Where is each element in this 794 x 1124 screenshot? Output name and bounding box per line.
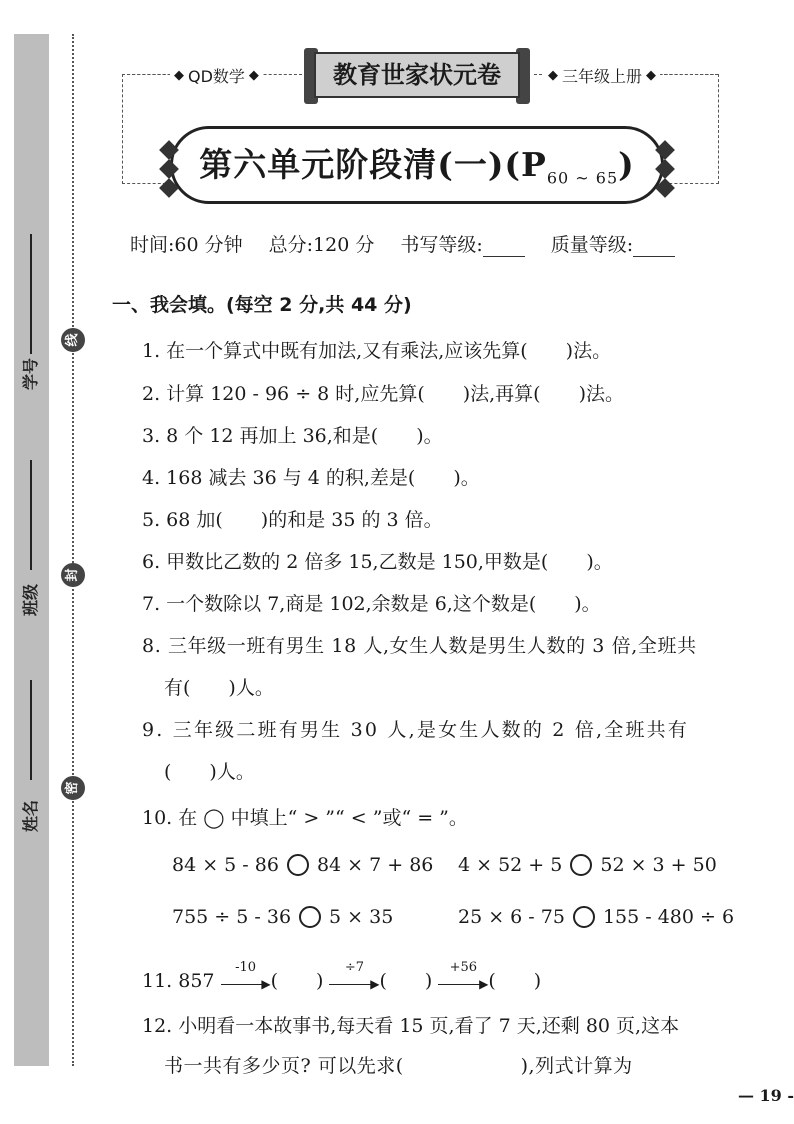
question-3: 3. 8 个 12 再加上 36,和是( )。 (142, 425, 443, 447)
unit-pages: 60 ~ 65 (546, 168, 619, 188)
subject-tag-label: QD数学 (188, 67, 245, 86)
writing-grade-blank[interactable] (483, 238, 525, 257)
compare-circle[interactable] (573, 906, 595, 928)
q11-start: 11. 857 (142, 970, 215, 992)
question-5: 5. 68 加( )的和是 35 的 3 倍。 (142, 509, 443, 531)
cut-line (72, 34, 74, 1066)
compare-2 (458, 854, 717, 876)
section-title: 一、我会填。(每空 2 分,共 44 分) (112, 294, 412, 316)
compare-left: 84 × 5 - 86 (172, 854, 279, 876)
seal-secret: 密 (61, 776, 85, 800)
arrow-op-1 (221, 960, 271, 992)
compare-3 (172, 906, 393, 928)
id-blank-line (30, 234, 32, 354)
page-number: — 19 - (737, 1086, 794, 1105)
diamond-icon: ◆ (174, 68, 184, 83)
quality-grade-blank[interactable] (633, 238, 675, 257)
question-9-cont: ( )人。 (164, 761, 255, 783)
question-12: 12. 小明看一本故事书,每天看 15 页,看了 7 天,还剩 80 页,这本 (142, 1015, 680, 1037)
compare-4 (458, 906, 734, 928)
quality-grade: 质量等级: (551, 230, 675, 257)
name-blank-line (30, 680, 32, 780)
class-label: 班级 (21, 583, 40, 616)
arrow-head-icon: ▶ (261, 977, 271, 991)
exam-meta (130, 230, 675, 257)
arrow-label: ÷7 (344, 960, 365, 975)
student-id-label: 学号 (21, 357, 40, 390)
compare-right: 155 - 480 ÷ 6 (602, 906, 735, 928)
brand-title: 教育世家状元卷 (314, 52, 520, 98)
q11-blank-2[interactable]: ( ) (379, 970, 433, 992)
question-4: 4. 168 减去 36 与 4 的积,差是( )。 (142, 467, 480, 489)
arrow-head-icon: ▶ (479, 977, 489, 991)
question-12-cont: 书一共有多少页? 可以先求( ),列式计算为 (164, 1055, 633, 1077)
q11-blank-1[interactable]: ( ) (270, 970, 324, 992)
compare-circle[interactable] (299, 906, 321, 928)
arrow-head-icon: ▶ (370, 977, 380, 991)
compare-right: 52 × 3 + 50 (600, 854, 717, 876)
grade-tag-label: 三年级上册 (562, 67, 643, 86)
unit-title-text: 第六单元阶段清(一)(P (199, 145, 547, 184)
seal-line: 线 (61, 328, 85, 352)
total-score: 总分:120 分 (268, 234, 375, 256)
arrow-label: -10 (235, 960, 257, 975)
question-11 (142, 960, 542, 993)
diamond-icon: ◆ (248, 68, 259, 83)
question-6: 6. 甲数比乙数的 2 倍多 15,乙数是 150,甲数是( )。 (142, 551, 613, 573)
compare-circle[interactable] (287, 854, 309, 876)
grade-tag (544, 64, 660, 87)
compare-right: 84 × 7 + 86 (316, 854, 434, 876)
compare-1 (172, 854, 433, 876)
unit-title-end: ) (618, 145, 635, 184)
compare-right: 5 × 35 (329, 906, 394, 928)
seal-seal: 封 (61, 563, 85, 587)
diamond-icon: ◆ (646, 68, 657, 83)
arrow-op-3 (438, 960, 489, 992)
arrow-op-2 (329, 960, 380, 992)
class-blank-line (30, 460, 32, 570)
compare-left: 755 ÷ 5 - 36 (172, 906, 292, 928)
arrow-label: +56 (449, 960, 478, 975)
compare-left: 25 × 6 - 75 (458, 906, 565, 928)
question-7: 7. 一个数除以 7,商是 102,余数是 6,这个数是( )。 (142, 593, 601, 615)
brand-scroll (304, 48, 530, 104)
time-info: 时间:60 分钟 (130, 234, 243, 256)
question-9: 9. 三年级二班有男生 30 人,是女生人数的 2 倍,全班共有 (142, 719, 690, 741)
name-label: 姓名 (21, 799, 40, 832)
question-1: 1. 在一个算式中既有加法,又有乘法,应该先算( )法。 (142, 340, 612, 362)
question-8: 8. 三年级一班有男生 18 人,女生人数是男生人数的 3 倍,全班共 (142, 635, 697, 657)
unit-title (170, 126, 664, 204)
question-10: 10. 在 ◯ 中填上“ > ”“ < ”或“ = ”。 (142, 807, 468, 829)
question-2: 2. 计算 120 - 96 ÷ 8 时,应先算( )法,再算( )法。 (142, 383, 625, 405)
question-8-cont: 有( )人。 (164, 677, 274, 699)
writing-grade: 书写等级: (400, 230, 524, 257)
diamond-icon: ◆ (548, 68, 558, 83)
compare-circle[interactable] (570, 854, 592, 876)
q11-blank-3[interactable]: ( ) (488, 970, 542, 992)
compare-left: 4 × 52 + 5 (458, 854, 563, 876)
subject-tag (170, 64, 263, 87)
